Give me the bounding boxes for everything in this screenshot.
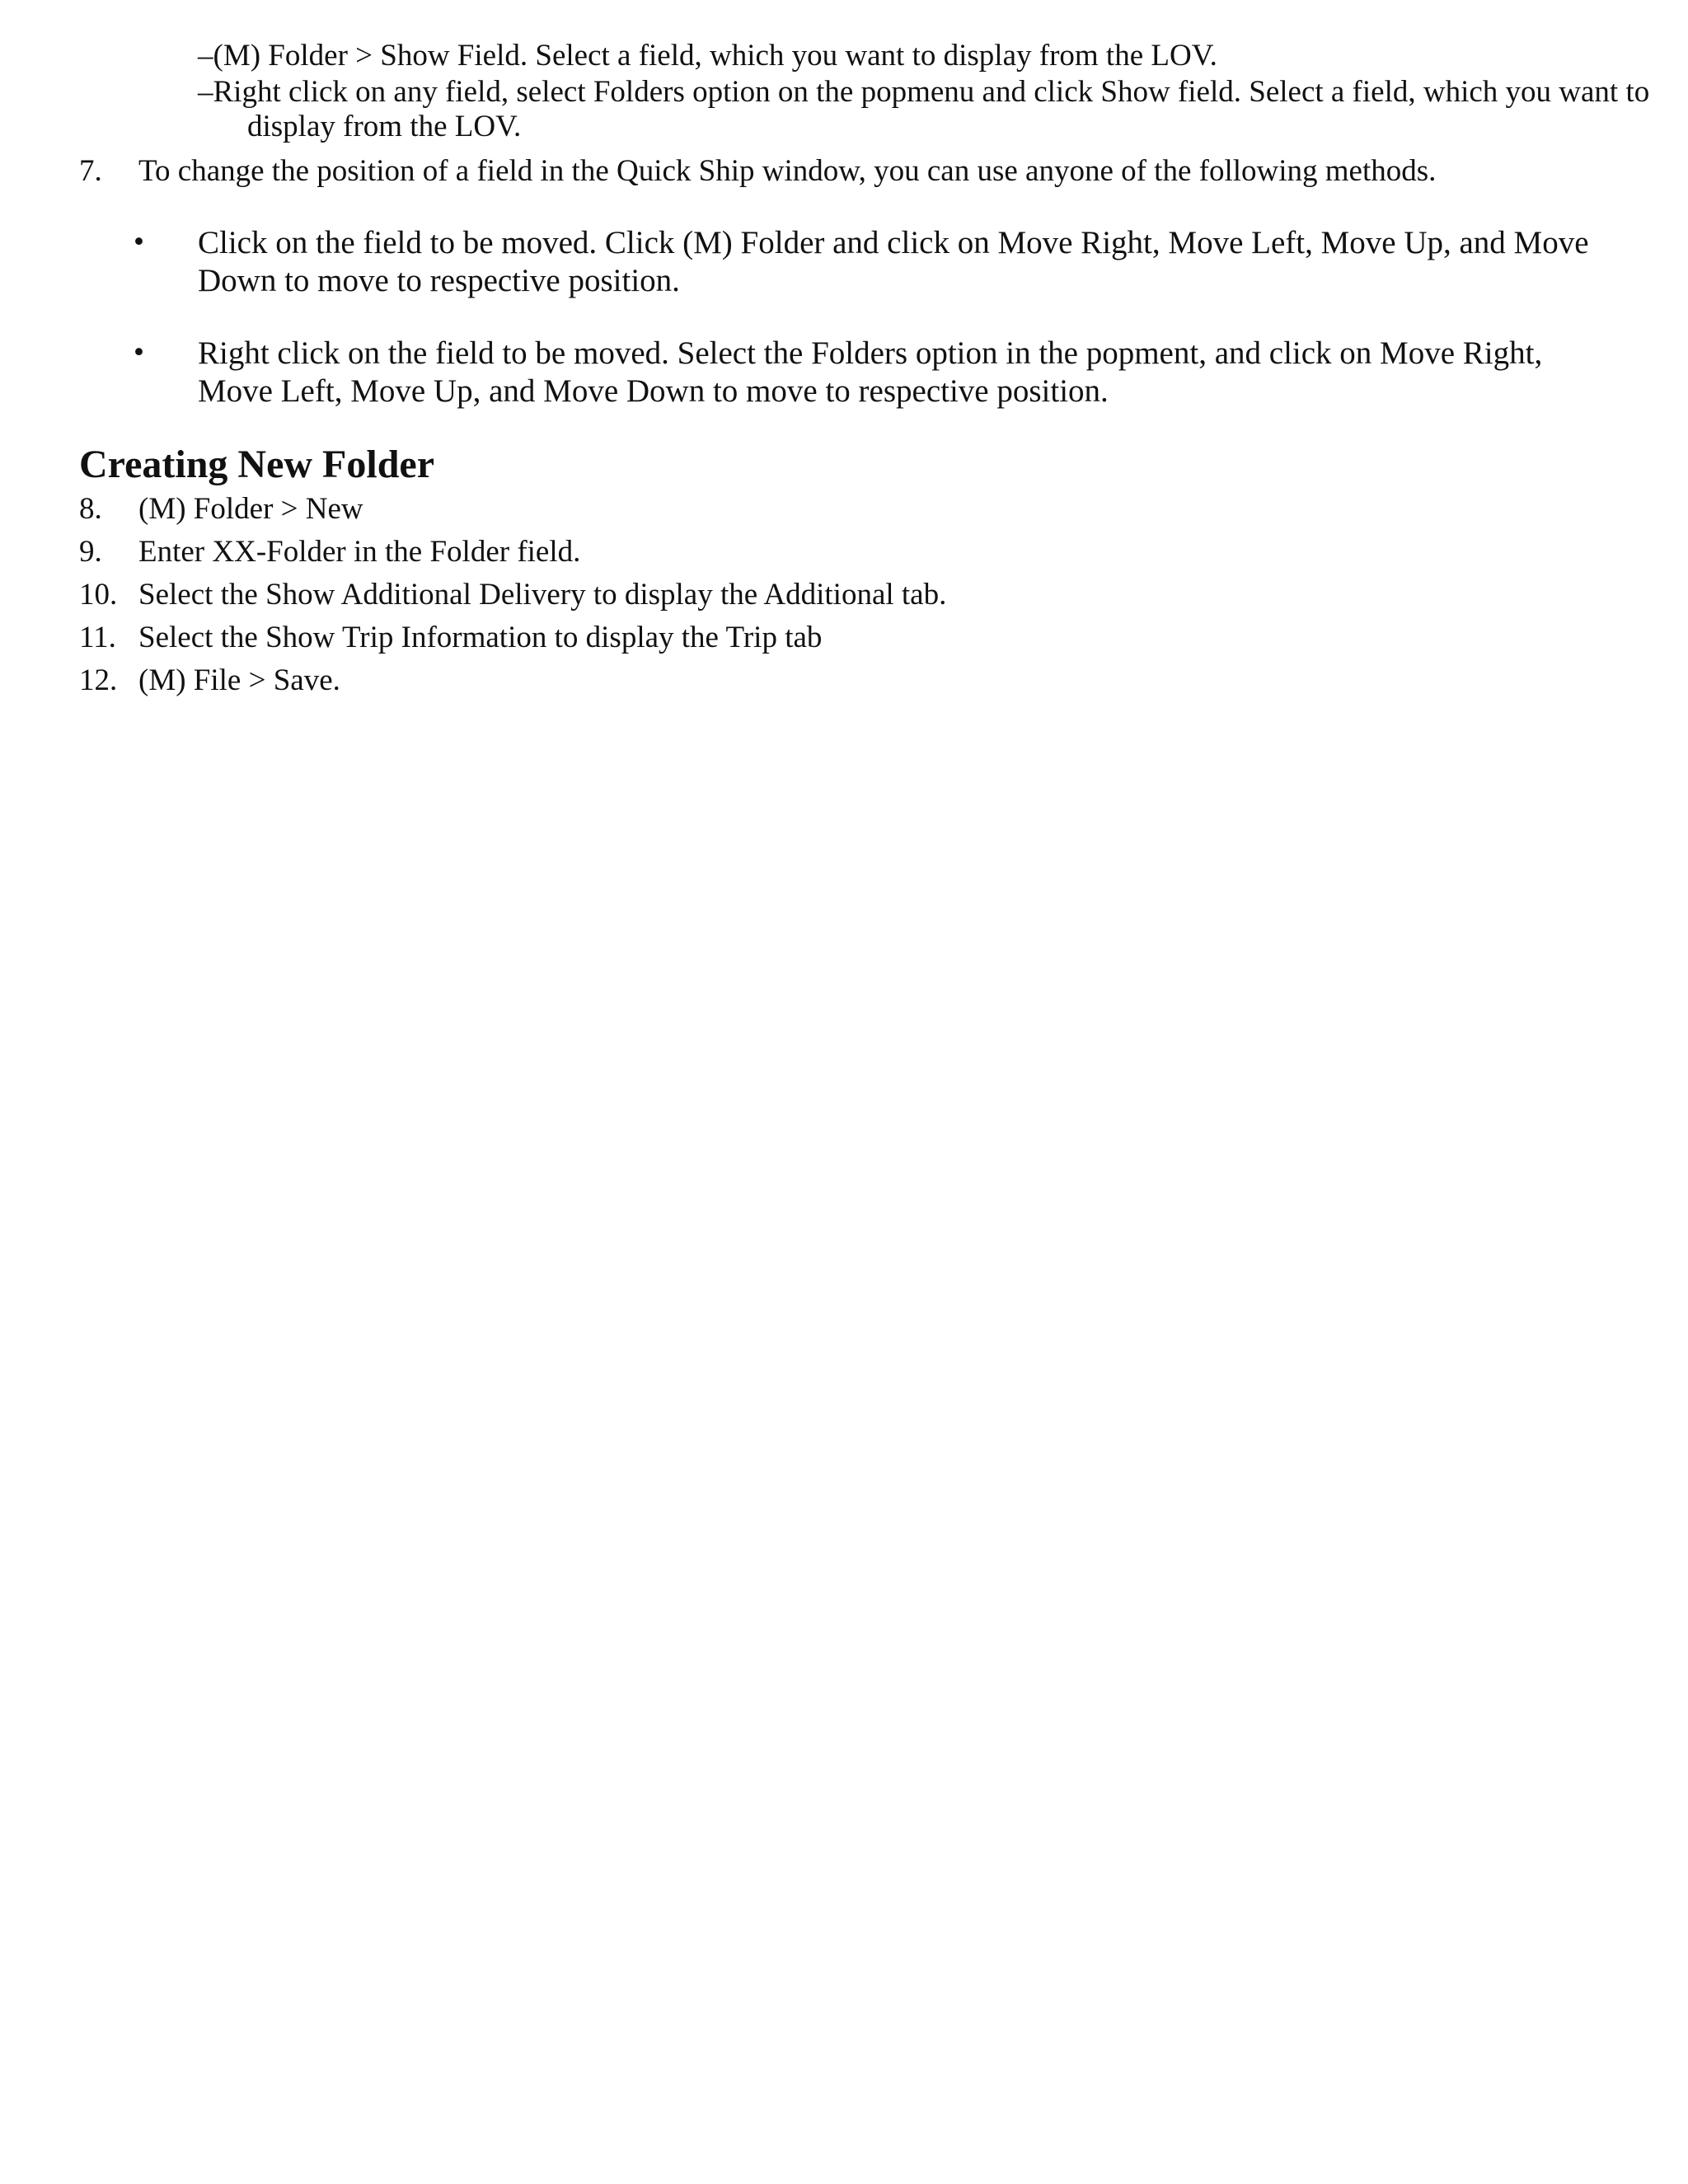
step-12-number: 12. (79, 663, 118, 697)
step-7-text: To change the position of a field in the Quick Ship window, you can use anyone of the following methods. (138, 154, 1437, 188)
bullet-icon: • (134, 335, 144, 369)
bullet-1-line-2: Down to move to respective position. (198, 263, 680, 298)
option-right-click-show-field: –Right click on any field, select Folders option on the popmenu and click Show field. Select a field, which you want to (198, 75, 1650, 109)
option-show-field: –(M) Folder > Show Field. Select a field, which you want to display from the LOV. (198, 39, 1217, 73)
step-9-text: Enter XX-Folder in the Folder field. (138, 535, 581, 569)
step-8-text: (M) Folder > New (138, 492, 363, 526)
section-heading: Creating New Folder (79, 443, 435, 486)
step-10-number: 10. (79, 578, 118, 612)
step-11-text: Select the Show Trip Information to display the Trip tab (138, 621, 823, 654)
option-right-click-continuation: display from the LOV. (247, 110, 522, 143)
step-7-number: 7. (79, 154, 102, 188)
step-11-number: 11. (79, 621, 116, 654)
bullet-1-line-1: Click on the field to be moved. Click (M) Folder and click on Move Right, Move Left, Move Up, and Move (198, 225, 1589, 260)
bullet-2-line-2: Move Left, Move Up, and Move Down to move to respective position. (198, 373, 1109, 409)
step-8-number: 8. (79, 492, 102, 526)
step-10-text: Select the Show Additional Delivery to display the Additional tab. (138, 578, 947, 612)
step-12-text: (M) File > Save. (138, 663, 340, 697)
bullet-2-line-1: Right click on the field to be moved. Select the Folders option in the popment, and click on Move Right, (198, 335, 1543, 371)
step-9-number: 9. (79, 535, 102, 569)
bullet-icon: • (134, 225, 144, 259)
